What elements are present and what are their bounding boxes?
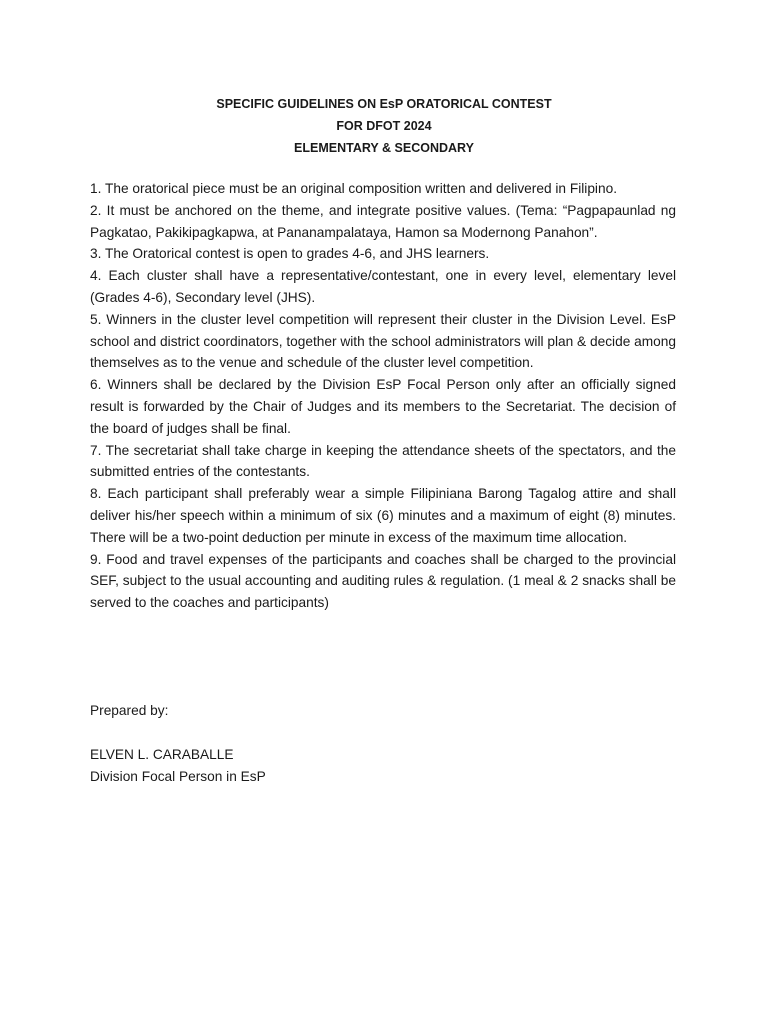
signatory-position: Division Focal Person in EsP	[90, 769, 266, 784]
prepared-by-label: Prepared by:	[90, 703, 169, 718]
guideline-item-2: 2. It must be anchored on the theme, and integrate positive values. (Tema: “Pagpapaunlad ng Pagkatao, Pakikipagkapwa, at Pananampalataya, Hamon sa Modernong Panahon”.	[90, 202, 676, 240]
guidelines-list	[90, 178, 676, 614]
guideline-item-4: 4. Each cluster shall have a representative/contestant, one in every level, elementary level (Grades 4-6), Secondary level (JHS).	[90, 268, 676, 305]
guideline-item-7: 7. The secretariat shall take charge in keeping the attendance sheets of the spectators, and the submitted entries of the contestants.	[90, 442, 676, 480]
signatory-name: ELVEN L. CARABALLE	[90, 747, 234, 762]
document-title	[90, 93, 678, 159]
signature-block	[90, 700, 266, 788]
guideline-item-1: 1. The oratorical piece must be an original composition written and delivered in Filipino.	[90, 181, 617, 196]
guideline-item-3: 3. The Oratorical contest is open to grades 4-6, and JHS learners.	[90, 246, 490, 262]
title-line-3: ELEMENTARY & SECONDARY	[294, 141, 474, 155]
guideline-item-5: 5. Winners in the cluster level competition will represent their cluster in the Division Level. EsP school and district coordinators, together with the school administrators will plan & decide among themselves as to the venue and schedule of the cluster level competition.	[90, 311, 676, 371]
guideline-item-9: 9. Food and travel expenses of the participants and coaches shall be charged to the provincial SEF, subject to the usual accounting and auditing rules & regulation. (1 meal & 2 snacks shall be served to the coaches and participants)	[90, 551, 676, 611]
title-line-2: FOR DFOT 2024	[336, 119, 432, 133]
guideline-item-6: 6. Winners shall be declared by the Division EsP Focal Person only after an officially signed result is forwarded by the Chair of Judges and its members to the Secretariat. The decision of the board of judges shall be final.	[90, 377, 676, 436]
guideline-item-8: 8. Each participant shall preferably wear a simple Filipiniana Barong Tagalog attire and shall deliver his/her speech within a minimum of six (6) minutes and a maximum of eight (8) minutes. There will be a two-point deduction per minute in excess of the maximum time allocation.	[90, 486, 676, 545]
title-line-1: SPECIFIC GUIDELINES ON EsP ORATORICAL CONTEST	[216, 97, 552, 111]
signature-spacer	[90, 722, 266, 744]
